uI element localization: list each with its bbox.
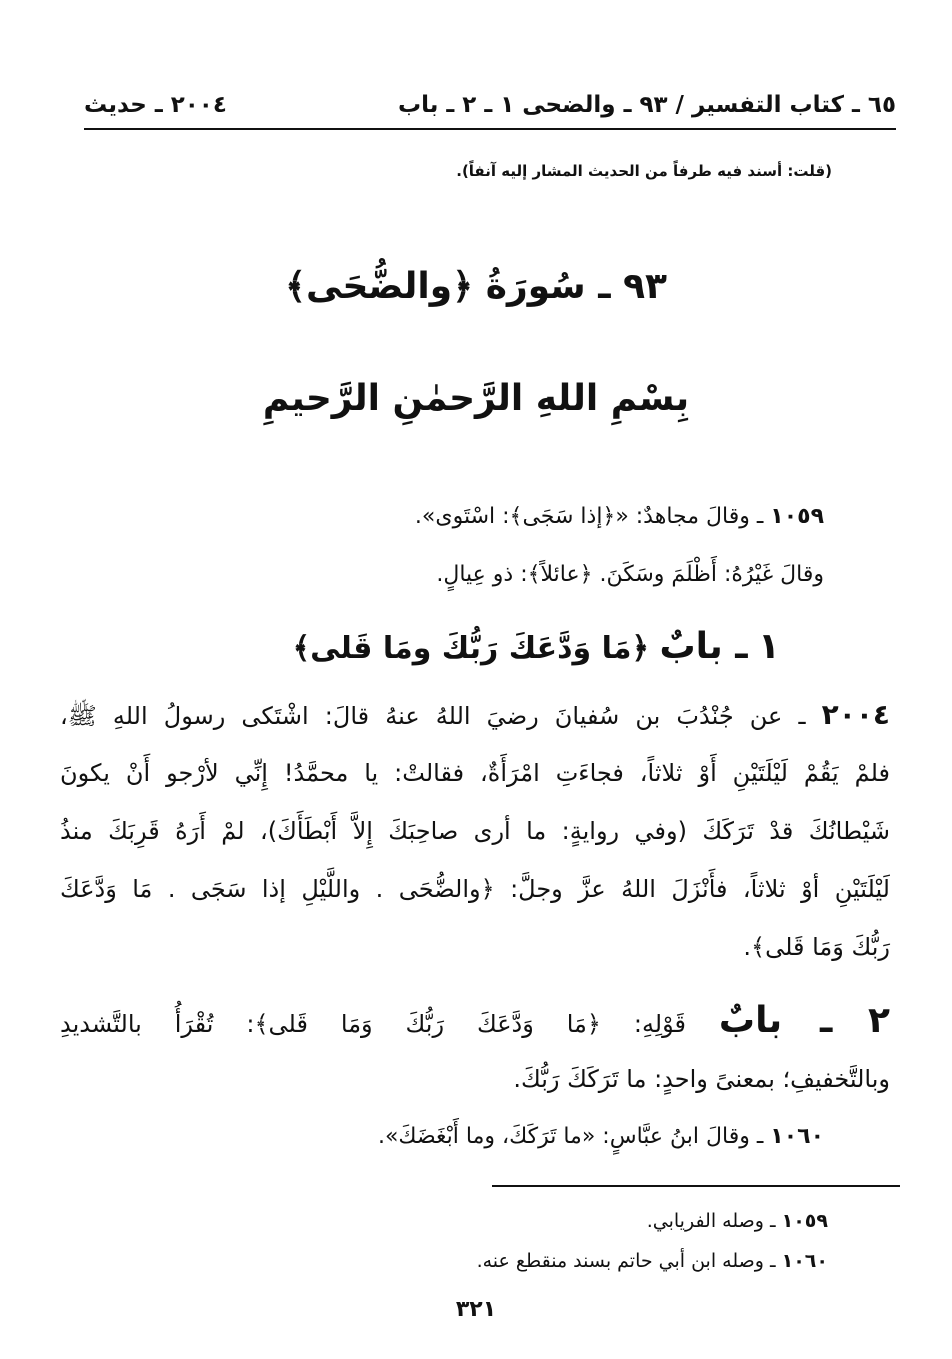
footnote-1060	[477, 1250, 828, 1272]
athar-1059-line2: وقالَ غَيْرُهُ: أَظْلَمَ وسَكَنَ. ﴿عائلاً﴾: ذو عِيالٍ.	[436, 562, 824, 587]
hadith-line-1-text: ـ عن جُنْدُبَ بن سُفيانَ رضيَ اللهُ عنهُ قالَ: اشْتَكى رسولُ اللهِ ﷺ،	[60, 702, 806, 730]
basmala: بِسْمِ اللهِ الرَّحمٰنِ الرَّحيمِ	[262, 378, 690, 419]
bab-1-heading	[293, 626, 780, 667]
page-number: ٣٢١	[455, 1297, 497, 1322]
hadith-line-5: رَبُّكَ وَمَا قَلى﴾.	[743, 933, 890, 961]
footnote-1059	[647, 1210, 828, 1232]
bab-number: ١	[758, 626, 780, 667]
bab-2-line-2: وبالتَّخفيفِ؛ بمعنىً واحدٍ: ما تَرَكَكَ رَبُّكَ.	[513, 1065, 890, 1093]
footnote-text: ـ وصله ابن أبي حاتم بسند منقطع عنه.	[476, 1250, 776, 1272]
footnote-number: ١٠٦٠	[781, 1250, 828, 1272]
footnote-number: ١٠٥٩	[781, 1210, 828, 1232]
bab-2	[60, 992, 890, 1108]
bab-2-number: ٢	[868, 1000, 890, 1041]
bab-label: ـ بابٌ	[659, 626, 748, 667]
hadith-2004	[60, 686, 890, 976]
hadith-line-3: شَيْطانُكَ قدْ تَرَكَكَ (وفي روايةٍ: ما أرى صاحِبَكَ إِلاَّ أَبْطَأَكَ)، لمْ أَرَهُ قَرِبَكَ منذُ	[60, 817, 890, 845]
athar-text: ـ وقالَ ابنُ عبَّاسٍ: «ما تَرَكَكَ، وما أَبْغَضَكَ».	[377, 1124, 764, 1149]
athar-1059	[415, 504, 824, 529]
hadith-line-1	[60, 686, 890, 744]
header-hadith-number: ٢٠٠٤ ـ حديث	[84, 92, 227, 118]
footnote-text: ـ وصله الفريابي.	[646, 1210, 776, 1232]
bab-verse: ﴿مَا وَدَّعَكَ رَبُّكَ ومَا قَلى﴾	[292, 631, 650, 666]
bab-2-line-1-text: قَوْلِهِ: ﴿مَا وَدَّعَكَ رَبُّكَ وَمَا قَلى﴾: تُقْرَأُ بالتَّشديدِ	[60, 1010, 686, 1038]
footnote-divider	[492, 1185, 900, 1187]
running-header	[84, 88, 896, 130]
athar-1060	[378, 1124, 824, 1149]
sura-title: ٩٣ ـ سُورَةُ ﴿والضُّحَى﴾	[284, 266, 668, 307]
header-chapter-title: ٦٥ ـ كتاب التفسير / ٩٣ ـ والضحى ١ ـ ٢ ـ باب	[398, 92, 896, 118]
athar-number: ١٠٦٠	[770, 1124, 824, 1149]
hadith-line-4: لَيْلَتَيْنِ أوْ ثلاثاً، فأَنْزَلَ اللهُ عزَّ وجلَّ: ﴿والضُّحَى . واللَّيْلِ إذا سَجَى . مَا وَدَّعَكَ	[60, 875, 890, 903]
hadith-line-2: فلمْ يَقُمْ لَيْلَتَيْنِ أَوْ ثلاثاً، فجاءَتِ امْرَأَةٌ، فقالتْ: يا محمَّدُ! إِنِّي لأرْجو أَنْ يكونَ	[60, 759, 890, 787]
athar-text: ـ وقالَ مجاهدٌ: «﴿إذا سَجَى﴾: اسْتَوى».	[414, 504, 764, 529]
bab-2-label: ـ بابٌ	[718, 1000, 833, 1041]
hadith-number: ٢٠٠٤	[821, 698, 890, 731]
athar-number: ١٠٥٩	[770, 504, 824, 529]
editor-note: (قلت: أسند فيه طرفاً من الحديث المشار إليه آنفاً).	[456, 162, 832, 180]
bab-2-line-1	[60, 992, 890, 1050]
